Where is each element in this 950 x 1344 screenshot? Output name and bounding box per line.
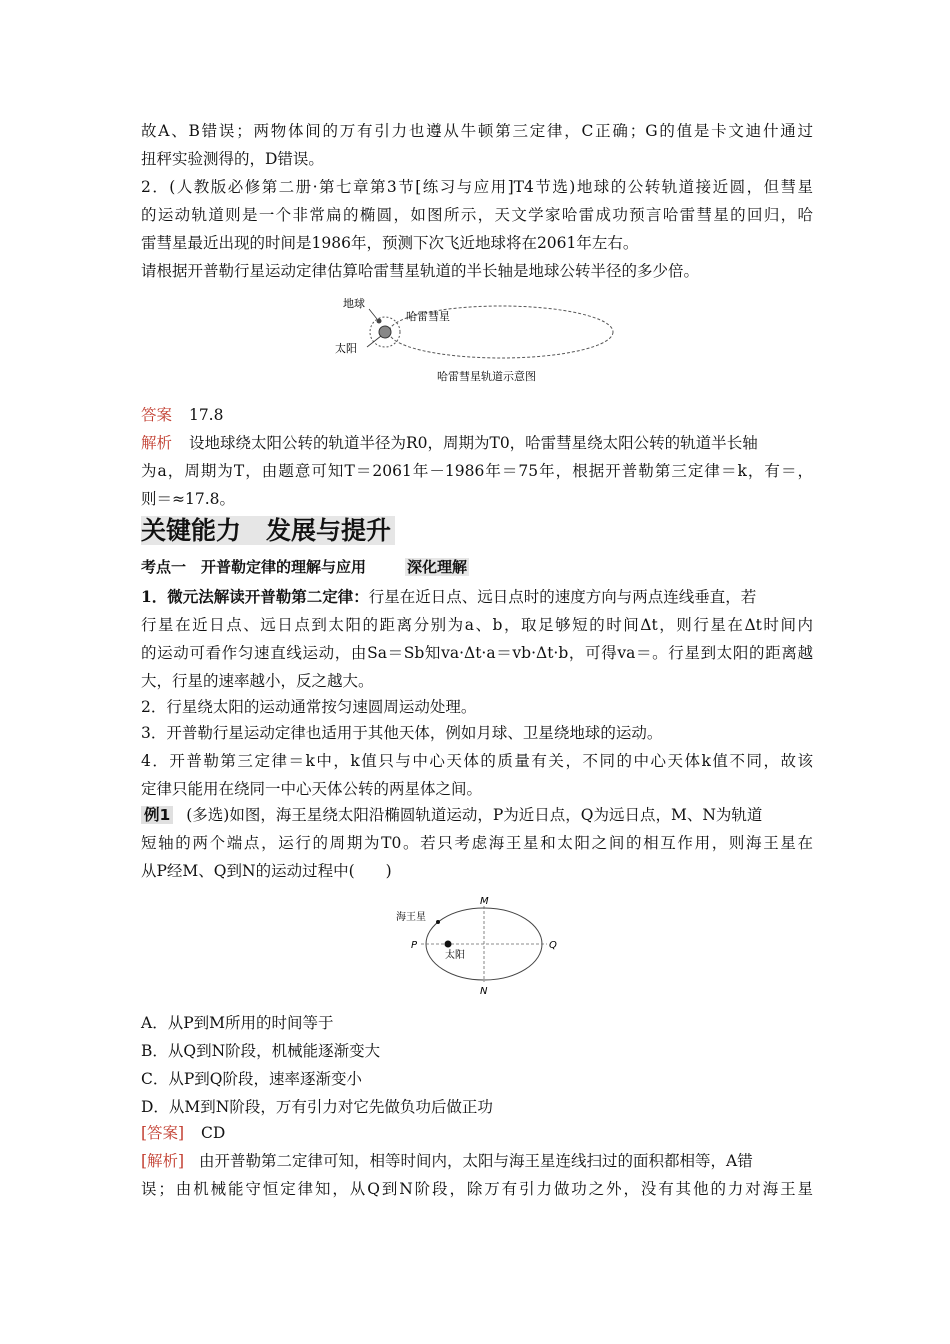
section-title: 关键能力 发展与提升 [141, 516, 395, 545]
example-analysis-line-2: 误；由机械能守恒定律知，从Q到N阶段，除万有引力做功之外，没有其他的力对海王星 [141, 1180, 813, 1198]
neptune-label: 海王星 [396, 912, 426, 923]
example-answer-label: [答案] [141, 1124, 185, 1142]
option-c: C．从P到Q阶段，速率逐渐变小 [141, 1070, 362, 1088]
point-tag: 深化理解 [406, 558, 467, 576]
point1-lead: 1．微元法解读开普勒第二定律： [141, 587, 369, 606]
intro-line-1: 故A、B错误；两物体间的万有引力也遵从牛顿第三定律，C正确；G的值是卡文迪什通过 [141, 122, 813, 140]
earth-label: 地球 [343, 297, 365, 310]
example-label: 例1 [141, 806, 173, 824]
intro-line-2: 扭秤实验测得的，D错误。 [141, 150, 324, 168]
point1-text-1: 行星在近日点、远日点时的速度方向与两点连线垂直，若 [368, 588, 757, 606]
point1-line-1 [141, 586, 813, 608]
earth-symbol [377, 319, 382, 324]
example-text-1: (多选)如图，海王星绕太阳沿椭圆轨道运动，P为近日点，Q为远日点，M、N为轨道 [186, 806, 763, 824]
analysis-line-2: 为a，周期为T，由题意可知T＝2061年－1986年＝75年，根据开普勒第三定律＝k，有＝， [141, 462, 813, 480]
sun-dot-label: 太阳 [445, 950, 465, 961]
option-d: D．从M到N阶段，万有引力对它先做负功后做正功 [141, 1098, 493, 1116]
example-analysis-line-1 [141, 1150, 813, 1172]
point-title: 考点一 开普勒定律的理解与应用 [141, 558, 367, 576]
neptune-orbit-figure [391, 894, 571, 998]
point1-line-3: 的运动可看作匀速直线运动，由Sa＝Sb知va·Δt·a＝vb·Δt·b，可得va＝。行星到太阳的距离越 [141, 644, 813, 662]
point4-line-1: 4．开普勒第三定律＝k中，k值只与中心天体的质量有关，不同的中心天体k值不同，故该 [141, 752, 813, 770]
answer-label: 答案 [141, 406, 173, 424]
neptune-dot [436, 920, 440, 924]
point3: 3．开普勒行星运动定律也适用于其他天体，例如月球、卫星绕地球的运动。 [141, 724, 663, 742]
section-heading [141, 514, 395, 548]
example-analysis-label: [解析] [141, 1152, 185, 1170]
q2-line-3: 雷彗星最近出现的时间是1986年，预测下次飞近地球将在2061年左右。 [141, 234, 639, 252]
example-line-1 [141, 804, 813, 826]
point-n: N [480, 986, 488, 997]
q2-line-4: 请根据开普勒行星运动定律估算哈雷彗星轨道的半长轴是地球公转半径的多少倍。 [141, 262, 700, 280]
analysis-line-3: 则＝≈17.8。 [141, 490, 235, 508]
point-heading [141, 556, 469, 578]
example-answer-value: CD [201, 1124, 226, 1142]
example-analysis-text-1: 由开普勒第二定律可知，相等时间内，太阳与海王星连线扫过的面积都相等，A错 [199, 1152, 753, 1170]
analysis-text-1: 设地球绕太阳公转的轨道半径为R0，周期为T0，哈雷彗星绕太阳公转的轨道半长轴 [188, 434, 758, 452]
figure-caption: 哈雷彗星轨道示意图 [437, 370, 536, 383]
q2-line-2: 的运动轨道则是一个非常扁的椭圆，如图所示，天文学家哈雷成功预言哈雷彗星的回归，哈 [141, 206, 813, 224]
point-m: M [480, 896, 489, 907]
sun-label: 太阳 [335, 342, 357, 355]
comet-label: 哈雷彗星 [406, 310, 450, 323]
sun-dot [445, 941, 452, 948]
example-line-3: 从P经M、Q到N的运动过程中( ) [141, 862, 392, 880]
option-b: B．从Q到N阶段，机械能逐渐变大 [141, 1042, 381, 1060]
point-q: Q [549, 940, 557, 951]
answer-line [141, 404, 223, 426]
q2-line-1: 2．(人教版必修第二册·第七章第3节[练习与应用]T4节选)地球的公转轨道接近圆，但彗星 [141, 178, 813, 196]
point1-line-4: 大，行星的速率越小，反之越大。 [141, 672, 374, 690]
analysis-line-1 [141, 432, 813, 454]
halley-orbit-figure [331, 290, 621, 390]
analysis-label: 解析 [141, 434, 173, 452]
point2: 2．行星绕太阳的运动通常按匀速圆周运动处理。 [141, 698, 477, 716]
point1-line-2: 行星在近日点、远日点到太阳的距离分别为a、b，取足够短的时间Δt，则行星在Δt时间内 [141, 616, 813, 634]
example-answer-line [141, 1122, 225, 1144]
option-a: A．从P到M所用的时间等于 [141, 1014, 334, 1032]
point-p: P [411, 940, 418, 951]
point4-line-2: 定律只能用在绕同一中心天体公转的两星体之间。 [141, 780, 483, 798]
answer-value: 17.8 [188, 406, 224, 424]
example-line-2: 短轴的两个端点，运行的周期为T0。若只考虑海王星和太阳之间的相互作用，则海王星在 [141, 834, 813, 852]
